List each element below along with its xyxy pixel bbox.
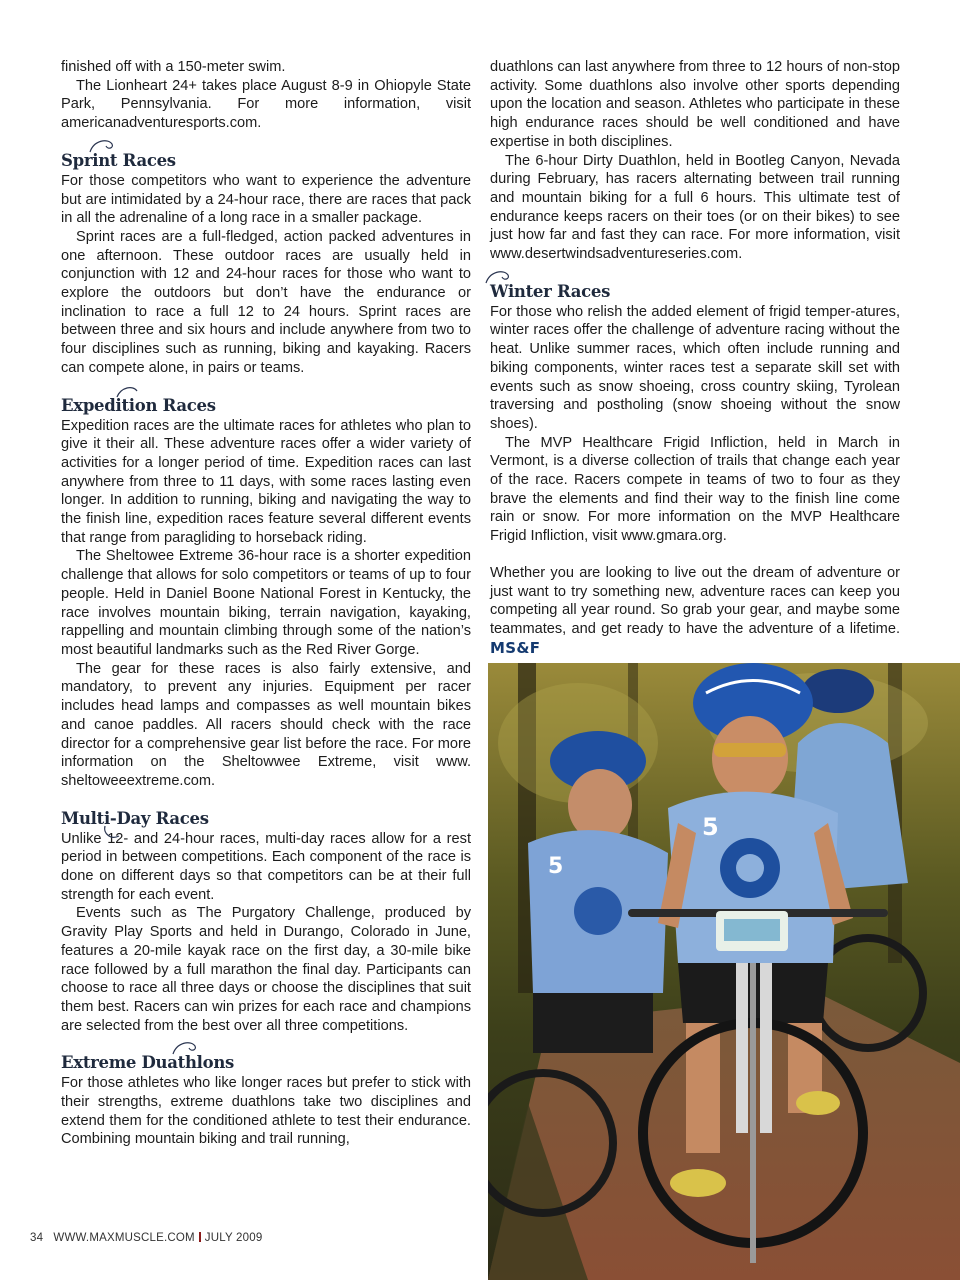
signature-logo: MS&F <box>490 638 541 657</box>
page-footer <box>30 1232 262 1244</box>
paragraph: The gear for these races is also fairly extensive, and mandatory, to prevent any injuries. Equipment per racer includes head lamps and compasses as well mountain bikes and canoe paddles. All racers should check with the race director for a comprehensive gear list before the race. For more information on the Sheltowwee Extreme, visit www. sheltoweeextreme.com. <box>61 660 471 789</box>
left-column <box>61 58 471 1149</box>
photo-illustration <box>488 663 960 1280</box>
paragraph: Expedition races are the ultimate races for athletes who plan to give it their all. These adventure races offer a wider variety of activities for a longer period of time. Expedition races can last anywhere from three to 11 days, with some races lasting even longer. In addition to running, biking and navigating the way to the finish line, expedition races feature several different events that range from paragliding to horseback riding. <box>61 417 471 546</box>
page-number: 34 <box>30 1232 44 1244</box>
paragraph: The MVP Healthcare Frigid Infliction, held in March in Vermont, is a diverse collection of trails that change each year of the race. Racers compete in teams of two to four as they brave the elements and find their way to the finish line come rain or snow. For more information on the MVP Healthcare Frigid Infliction, visit www.gmara.org. <box>490 434 900 545</box>
issue-date: JULY 2009 <box>204 1232 263 1244</box>
paragraph: For those competitors who want to experience the adventure but are intimidated by a 24-hour race, there are races that pack in all the adrenaline of a long race in a smaller package. <box>61 172 471 227</box>
section-heading-duathlons: Extreme Duathlons <box>61 1052 471 1074</box>
paragraph: For those athletes who like longer races but prefer to stick with their strengths, extreme duathlons take two disciplines and extend them for the conditioned athlete to test their endurance. Combining mountain biking and trail running, <box>61 1075 471 1148</box>
paragraph: duathlons can last anywhere from three to 12 hours of non-stop activity. Some duathlons also involve other sports depending upon the location and season. Athletes who participate in these high endurance races should be well conditioned and have expertise in both disciplines. <box>490 59 900 150</box>
paragraph: For those who relish the added element of frigid temper-atures, winter races offer the challenge of adventure racing without the heat. Unlike summer races, which often include running and biking components, winter races test a separate skill set with events such as snow shoeing, cross country skiing, Tyrolean traversing and postholing (snow shoeing without the snow shoes). <box>490 303 900 432</box>
paragraph: The 6-hour Dirty Duathlon, held in Bootleg Canyon, Nevada during February, has racers alternating between trail running and mountain biking for a full 6 hours. This ultimate test of endurance keeps racers on their toes (or on their bikes) to see just how far and fast they can race. For more information, visit www.desertwindsadventureseries.com. <box>490 152 900 263</box>
separator <box>199 1232 201 1242</box>
right-column <box>490 58 900 658</box>
jersey-number: 5 <box>702 813 719 841</box>
paragraph: finished off with a 150-meter swim. <box>61 59 286 75</box>
section-heading-expedition: Expedition Races <box>61 395 471 417</box>
jersey-number: 5 <box>548 854 564 879</box>
site-url: WWW.MAXMUSCLE.COM <box>53 1232 195 1244</box>
paragraph: Events such as The Purgatory Challenge, produced by Gravity Play Sports and held in Durango, Colorado in June, features a 20-mile kayak race on the first day, a 30-mile bike race followed by a full marathon the final day. Participants can choose to race all three days or choose the disciplines that suit them best. Racers can win prizes for each race and champions are selected from the best over all three competitions. <box>61 905 471 1034</box>
paragraph: Sprint races are a full-fledged, action packed adventures in one afternoon. These outdoor races are usually held in conjunction with 12 and 24-hour races for those who want to explore the outdoors but don’t have the endurance or inclination to race a full 12 to 24 hours. Sprint races are between three and six hours and include anywhere from two to four disciplines such as running, biking and kayaking. Racers can compete alone, in pairs or teams. <box>61 228 471 376</box>
closing-paragraph: Whether you are looking to live out the dream of adventure or just want to try something new, adventure races can keep you competing all year round. So grab your gear, and maybe some teammates, and get ready to have the adventure of a lifetime. MS&F <box>490 564 900 657</box>
paragraph: The Lionheart 24+ takes place August 8-9 in Ohiopyle State Park, Pennsylvania. For more information, visit americanadventuresports.com. <box>61 77 471 132</box>
section-heading-multiday: Multi-Day Races <box>61 808 471 830</box>
cyclists-photo <box>488 663 960 1280</box>
paragraph: The Sheltowee Extreme 36-hour race is a shorter expedition challenge that allows for solo competitors or teams of up to four people. Held in Daniel Boone National Forest in Kentucky, the race involves mountain biking, terrain navigation, kayaking, rappelling and mountain climbing through some of the nation’s most beautiful landmarks such as the Red River Gorge. <box>61 548 471 658</box>
section-heading-winter: Winter Races <box>490 281 900 303</box>
paragraph: Unlike 12- and 24-hour races, multi-day races allow for a rest period in between competitions. Each component of the race is done on different days so that competitors can be at their full strength for each event. <box>61 830 471 903</box>
section-heading-sprint: Sprint Races <box>61 150 471 172</box>
